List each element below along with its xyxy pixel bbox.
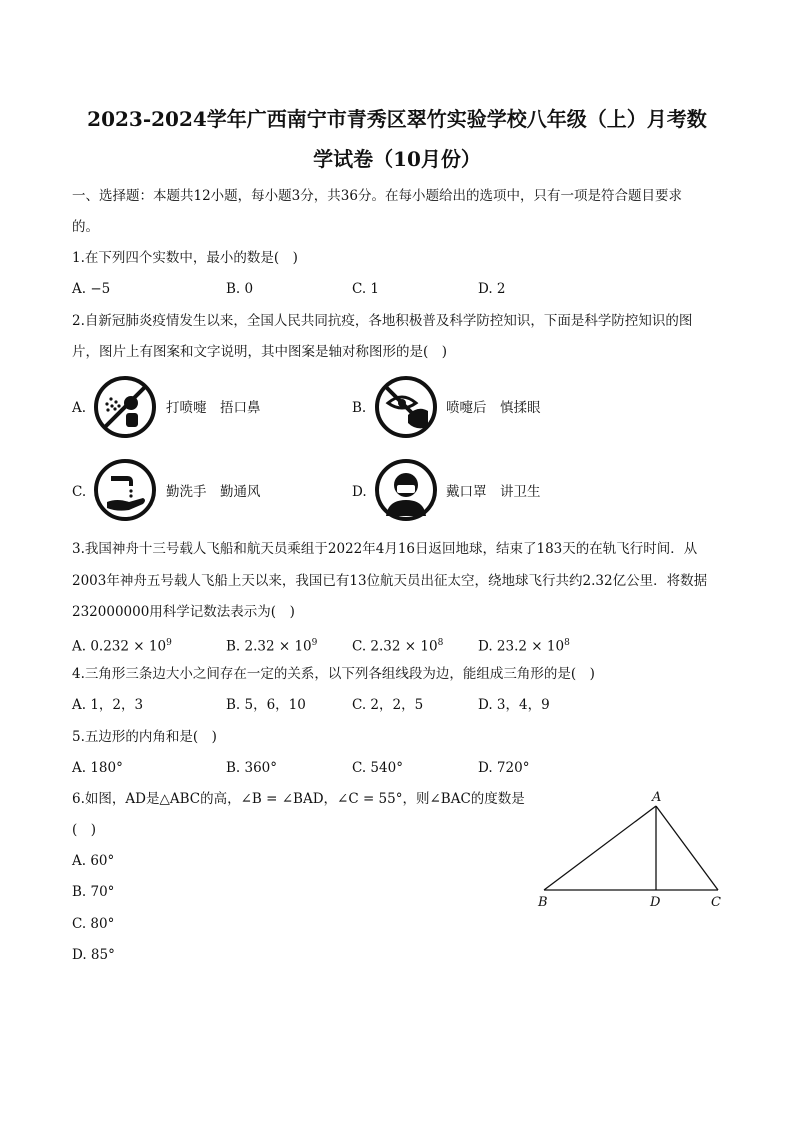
q1-option-a[interactable]: A. −5 [72, 281, 111, 297]
side-ac [656, 806, 718, 890]
q6-option-d[interactable]: D. 85° [72, 947, 115, 963]
q5-option-a[interactable]: A. 180° [72, 760, 123, 776]
q5-stem: 5.五边形的内角和是( ) [72, 729, 217, 745]
q5-option-c[interactable]: C. 540° [352, 760, 403, 776]
exam-title-line1: 2023-2024学年广西南宁市青秀区翠竹实验学校八年级（上）月考数 [87, 107, 707, 131]
q3-option-c[interactable] [352, 635, 443, 655]
vertex-label-c: C [711, 895, 721, 910]
vertex-label-a: A [652, 790, 662, 805]
q6-option-c[interactable]: C. 80° [72, 916, 115, 932]
q1-option-c[interactable]: C. 1 [352, 281, 380, 297]
q4-option-d[interactable]: D. 3，4，9 [478, 697, 550, 713]
q2-option-d-text: 戴口罩 讲卫生 [446, 484, 541, 500]
q6-stem: 6.如图，AD是△ABC的高，∠B = ∠BAD，∠C = 55°，则∠BAC的度数是 [72, 791, 525, 807]
q1-stem: 1.在下列四个实数中，最小的数是( ) [72, 250, 298, 266]
q4-option-b[interactable]: B. 5，6，10 [226, 697, 306, 713]
q2-option-b-text: 喷嚏后 慎揉眼 [446, 400, 541, 416]
section-intro-line1: 一、选择题：本题共12小题，每小题3分，共36分。在每小题给出的选项中，只有一项是符合题目要求 [72, 188, 682, 204]
eye-icon [374, 375, 438, 439]
section-intro-line2: 的。 [72, 219, 99, 235]
q3-stem-line1: 3.我国神舟十三号载人飞船和航天员乘组于2022年4月16日返回地球，结束了183天的在轨飞行时间．从 [72, 541, 698, 557]
q3-stem-line2: 2003年神舟五号载人飞船上天以来，我国已有13位航天员出征太空，绕地球飞行共约2.32亿公里．将数据 [72, 573, 708, 589]
mask-icon [374, 458, 438, 522]
vertex-label-b: B [538, 895, 548, 910]
q3-option-b[interactable] [226, 635, 317, 655]
q2-option-a-text: 打喷嚏 捂口鼻 [166, 400, 261, 416]
q2-stem-line1: 2.自新冠肺炎疫情发生以来，全国人民共同抗疫，各地积极普及科学防控知识，下面是科学防控知识的图 [72, 313, 693, 329]
q2-option-b-letter[interactable]: B. [352, 400, 367, 416]
triangle-figure [538, 792, 728, 912]
q4-option-a[interactable]: A. 1，2，3 [72, 697, 144, 713]
q2-stem-line2: 片，图片上有图案和文字说明，其中图案是轴对称图形的是( ) [72, 344, 448, 360]
q6-option-b[interactable]: B. 70° [72, 884, 115, 900]
q3-option-d[interactable] [478, 635, 570, 655]
q1-option-d[interactable]: D. 2 [478, 281, 506, 297]
q2-option-a-letter[interactable]: A. [72, 400, 87, 416]
q3-option-b-exp: 9 [311, 638, 318, 648]
q6-paren: ( ) [72, 822, 97, 838]
q3-option-a-base: A. 0.232 × 10 [72, 638, 167, 655]
sneeze-icon [93, 375, 157, 439]
q5-option-b[interactable]: B. 360° [226, 760, 278, 776]
q3-option-a[interactable] [72, 635, 172, 655]
q4-option-c[interactable]: C. 2，2，5 [352, 697, 424, 713]
vertex-label-d: D [650, 895, 661, 910]
q6-option-a[interactable]: A. 60° [72, 853, 115, 869]
q3-option-b-base: B. 2.32 × 10 [226, 638, 312, 655]
q2-option-d-letter[interactable]: D. [352, 484, 367, 500]
q3-stem-line3: 232000000用科学记数法表示为( ) [72, 604, 295, 620]
q1-option-b[interactable]: B. 0 [226, 281, 254, 297]
q3-option-a-exp: 9 [166, 638, 172, 648]
q3-option-c-base: C. 2.32 × 10 [352, 638, 438, 655]
q2-option-c-text: 勤洗手 勤通风 [166, 484, 261, 500]
q3-option-d-exp: 8 [564, 638, 570, 648]
q4-stem: 4.三角形三条边大小之间存在一定的关系，以下列各组线段为边，能组成三角形的是( ) [72, 666, 595, 682]
q3-option-d-base: D. 23.2 × 10 [478, 638, 565, 655]
side-ab [544, 806, 656, 890]
handwash-icon [93, 458, 157, 522]
q2-option-c-letter[interactable]: C. [72, 484, 87, 500]
exam-title-line2: 学试卷（10月份） [313, 147, 481, 171]
q3-option-c-exp: 8 [437, 638, 444, 648]
q5-option-d[interactable]: D. 720° [478, 760, 530, 776]
